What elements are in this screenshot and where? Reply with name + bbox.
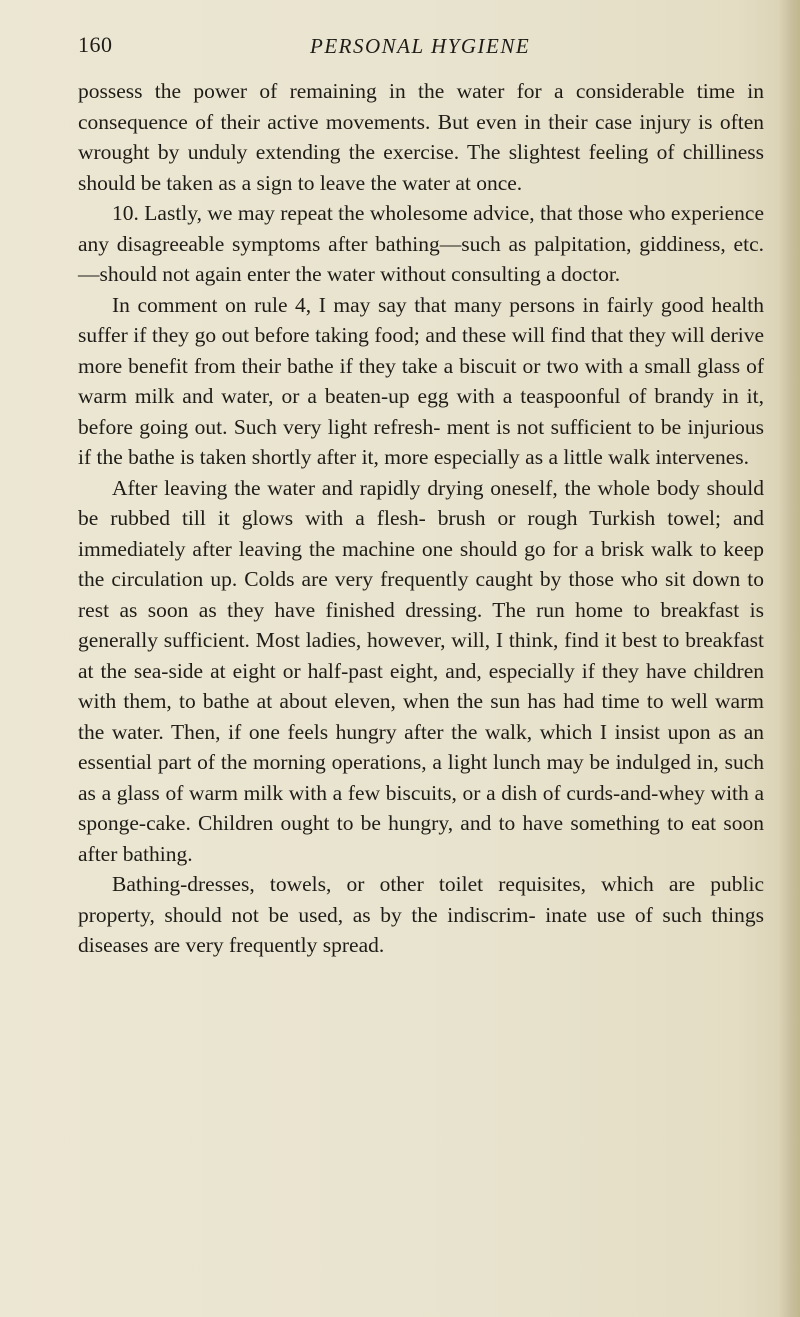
paragraph: After leaving the water and rapidly drying oneself, the whole body should be rubbed till it glows with a flesh- brush or rough Turkish towel; and immediately after leaving the machine one should go for a brisk walk to keep the circulation up. Colds are very frequently caught by those who sit down to rest as soon as they have finished dressing. The run home to breakfast is generally sufficient. Most ladies, however, will, I think, find it best to breakfast at the sea-side at eight or half-past eight, and, especially if they have children with them, to bathe at about eleven, when the sun has had time to well warm the water. Then, if one feels hungry after the walk, which I insist upon as an essential part of the morning operations, a light lunch may be indulged in, such as a glass of warm milk with a few biscuits, or a dish of curds-and-whey with a sponge-cake. Children ought to be hungry, and to have something to eat soon after bathing. (78, 475, 764, 866)
page-header (0, 28, 800, 64)
paragraph: 10. Lastly, we may repeat the wholesome advice, that those who experience any disagreeable symptoms after bathing—such as palpitation, giddiness, etc.—should not again enter the water without consulting a doctor. (78, 201, 764, 286)
page-edge-shadow (778, 0, 800, 1317)
paragraph: possess the power of remaining in the water for a considerable time in consequence of their active movements. But even in their case injury is often wrought by unduly extending the exercise. The slightest feeling of chilliness should be taken as a sign to leave the water at once. (78, 79, 764, 195)
paragraph: In comment on rule 4, I may say that many persons in fairly good health suffer if they go out before taking food; and these will find that they will derive more benefit from their bathe if they take a biscuit or two with a small glass of warm milk and water, or a beaten-up egg with a teaspoonful of brandy in it, before going out. Such very light refresh- ment is not sufficient to be injurious if the bathe is taken shortly after it, more especially as a little walk intervenes. (78, 292, 764, 469)
page-number: 160 (78, 32, 113, 57)
body-text (78, 76, 764, 961)
paragraph: Bathing-dresses, towels, or other toilet requisites, which are public property, should not be used, as by the indiscrim- inate use of such things diseases are very frequently spread. (78, 872, 764, 957)
running-head: PERSONAL HYGIENE (310, 34, 531, 58)
